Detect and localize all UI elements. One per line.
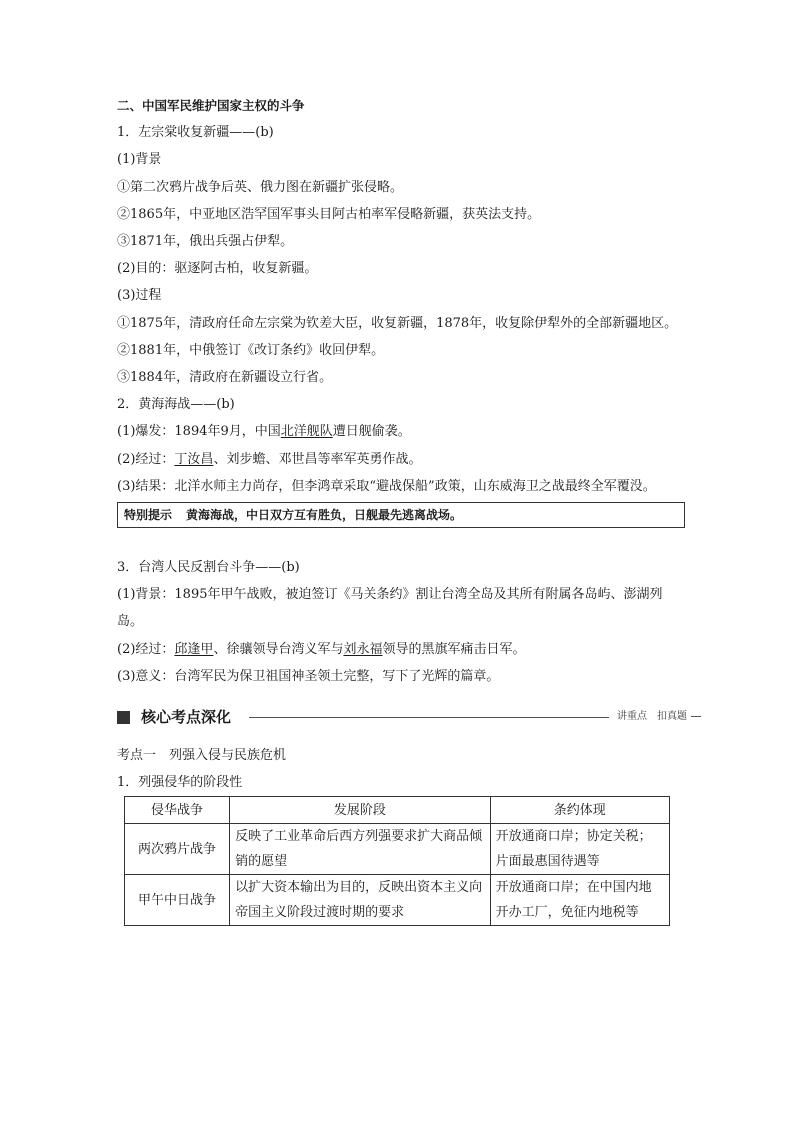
item3-title: 3．台湾人民反割台斗争——(b) — [117, 560, 300, 576]
table-cell: 以扩大资本输出为目的，反映出资本主义向帝国主义阶段过渡时期的要求 — [230, 875, 490, 926]
item1-purpose: (2)目的：驱逐阿古柏，收复新疆。 — [117, 261, 318, 277]
tip-text: 黄海海战，中日双方互有胜负，日舰最先逃离战场。 — [186, 508, 463, 523]
table-header: 发展阶段 — [230, 797, 490, 824]
item3-background: (1)背景：1895年甲午战败，被迫签订《马关条约》割让台湾全岛及其所有附属各岛屿、澎湖列岛。 — [117, 587, 663, 630]
table-header: 侵华战争 — [125, 797, 230, 824]
table-row — [125, 824, 670, 875]
table-cell: 开放通商口岸；协定关税；片面最惠国待遇等 — [490, 824, 669, 875]
table-cell: 开放通商口岸；在中国内地开办工厂，免征内地税等 — [490, 875, 669, 926]
item2-course — [117, 446, 687, 473]
core-section-header — [117, 704, 687, 730]
beiyang-fleet-term: 北洋舰队 — [280, 424, 333, 440]
item2-outbreak-pre: (1)爆发：1894年9月，中国 — [117, 424, 281, 440]
item1-background-label: (1)背景 — [117, 152, 162, 168]
tip-label: 特别提示 — [124, 508, 173, 523]
item2-outbreak — [117, 418, 687, 445]
liu-yongfu-term: 刘永福 — [343, 641, 383, 657]
square-bullet-icon — [117, 711, 130, 724]
item2-course-pre: (2)经过： — [117, 451, 175, 467]
table-cell: 反映了工业革命后西方列强要求扩大商品倾销的愿望 — [230, 824, 490, 875]
item3-course-mid: 、徐骧领导台湾义军与 — [213, 641, 344, 657]
item1-bg1: ①第二次鸦片战争后英、俄力图在新疆扩张侵略。 — [117, 179, 404, 195]
core-section-tagline — [617, 704, 701, 730]
table-cell: 两次鸦片战争 — [125, 824, 230, 875]
tagline-dash — [691, 716, 701, 717]
qiu-fengjia-term: 邱逢甲 — [174, 641, 214, 657]
core-section-title: 核心考点深化 — [141, 708, 232, 727]
invasion-stage-table — [124, 796, 670, 926]
point1-title: 考点一 列强入侵与民族危机 — [117, 748, 287, 764]
item1-process-label: (3)过程 — [117, 288, 162, 304]
item1-bg3: ③1871年，俄出兵强占伊犁。 — [117, 234, 294, 250]
item3-course-pre: (2)经过： — [117, 641, 175, 657]
tagline-text: 讲重点 扣真题 — [617, 711, 687, 723]
table-cell: 甲午中日战争 — [125, 875, 230, 926]
item1-title: 1．左宗棠收复新疆——(b) — [117, 125, 274, 141]
item1-process-2: ②1881年，中俄签订《改订条约》收回伊犁。 — [117, 342, 385, 358]
item2-result: (3)结果：北洋水师主力尚存，但李鸿章采取“避战保船”政策，山东威海卫之战最终全军覆没。 — [117, 478, 656, 494]
item3-course-post: 领导的黑旗军痛击日军。 — [382, 641, 526, 657]
item2-course-post: 、刘步蟾、邓世昌等率军英勇作战。 — [213, 451, 422, 467]
item1-bg2: ②1865年，中亚地区浩罕国军事头目阿古柏率军侵略新疆，获英法支持。 — [117, 206, 541, 222]
table-header-row — [125, 797, 670, 824]
table-header: 条约体现 — [490, 797, 669, 824]
point1-sub1: 1．列强侵华的阶段性 — [117, 775, 243, 791]
item1-process-3: ③1884年，清政府在新疆设立行省。 — [117, 370, 333, 386]
header-rule — [249, 717, 609, 718]
item2-outbreak-post: 遭日舰偷袭。 — [332, 424, 411, 440]
table-row — [125, 875, 670, 926]
section-heading: 二、中国军民维护国家主权的斗争 — [117, 98, 305, 113]
document-body — [117, 92, 687, 926]
item3-course — [117, 636, 687, 663]
item2-title: 2．黄海海战——(b) — [117, 397, 235, 413]
special-tip-box — [117, 502, 685, 528]
item3-significance: (3)意义：台湾军民为保卫祖国神圣领土完整，写下了光辉的篇章。 — [117, 668, 500, 684]
ding-ruchang-term: 丁汝昌 — [174, 451, 214, 467]
item1-process-1: ①1875年，清政府任命左宗棠为钦差大臣，收复新疆，1878年，收复除伊犁外的全部新疆地区。 — [117, 315, 678, 331]
